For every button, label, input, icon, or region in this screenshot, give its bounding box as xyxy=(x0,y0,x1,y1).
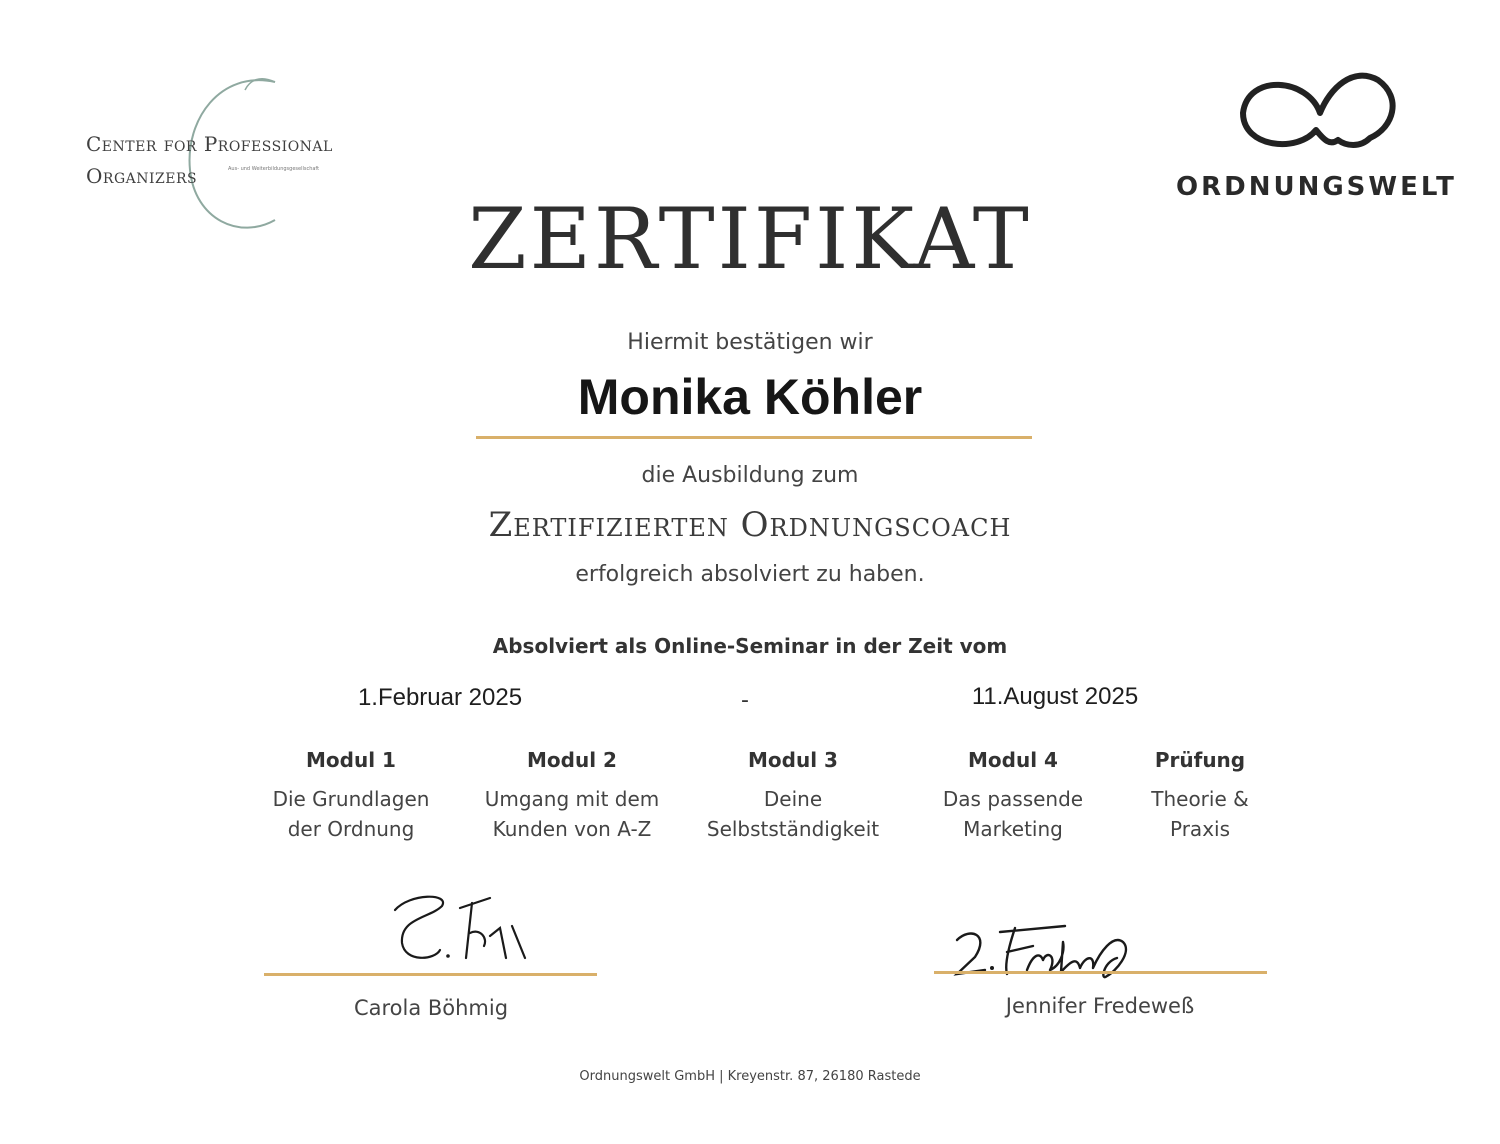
certificate-title: ZERTIFIKAT xyxy=(468,190,1032,288)
cpo-logo-tagline: Aus- und Weiterbildungsgesellschaft xyxy=(228,166,320,172)
infinity-loop-icon xyxy=(1238,68,1408,158)
signature-jennifer xyxy=(945,912,1165,992)
ordnungswelt-logo-text: ORDNUNGSWELT xyxy=(1176,172,1457,202)
start-date: 1.Februar 2025 xyxy=(357,684,523,711)
module-line: Die Grundlagen xyxy=(272,787,430,811)
program-title: Zertifizierten Ordnungscoach xyxy=(488,505,1012,545)
training-intro: die Ausbildung zum xyxy=(641,463,859,488)
module-line: Marketing xyxy=(963,817,1063,841)
module-line: Das passende xyxy=(942,787,1084,811)
signer-name-right: Jennifer Fredeweß xyxy=(1005,994,1195,1018)
module-1 xyxy=(241,748,461,844)
exam-module xyxy=(1100,748,1300,844)
module-3 xyxy=(683,748,903,844)
recipient-name: Monika Köhler xyxy=(577,369,923,425)
module-line: Kunden von A-Z xyxy=(492,817,652,841)
date-separator: - xyxy=(741,688,749,713)
signature-line-right xyxy=(934,971,1267,974)
end-date: 11.August 2025 xyxy=(971,683,1139,710)
module-line: Theorie & xyxy=(1151,787,1249,811)
signer-name-left: Carola Böhmig xyxy=(353,996,509,1020)
module-title: Modul 4 xyxy=(968,748,1058,772)
module-line: Selbstständigkeit xyxy=(706,817,880,841)
intro-text: Hiermit bestätigen wir xyxy=(627,330,873,355)
period-label: Absolviert als Online-Seminar in der Zeit vom xyxy=(492,634,1008,658)
footer-address: Ordnungswelt GmbH | Kreyenstr. 87, 26180 Rastede xyxy=(579,1069,921,1084)
completion-text: erfolgreich absolviert zu haben. xyxy=(575,562,925,587)
module-line: Umgang mit dem xyxy=(484,787,660,811)
module-4 xyxy=(903,748,1123,844)
module-title: Modul 3 xyxy=(748,748,838,772)
module-title: Modul 2 xyxy=(527,748,617,772)
module-2 xyxy=(462,748,682,844)
module-title: Prüfung xyxy=(1154,748,1246,772)
signature-carola xyxy=(380,888,540,968)
module-line: der Ordnung xyxy=(287,817,415,841)
signature-line-left xyxy=(264,973,597,976)
name-underline xyxy=(476,436,1032,439)
cpo-logo-line1: Center for Professional xyxy=(86,132,333,156)
module-title: Modul 1 xyxy=(306,748,396,772)
module-line: Deine xyxy=(763,787,823,811)
module-line: Praxis xyxy=(1170,817,1230,841)
cpo-logo-line2: Organizers xyxy=(86,164,198,188)
